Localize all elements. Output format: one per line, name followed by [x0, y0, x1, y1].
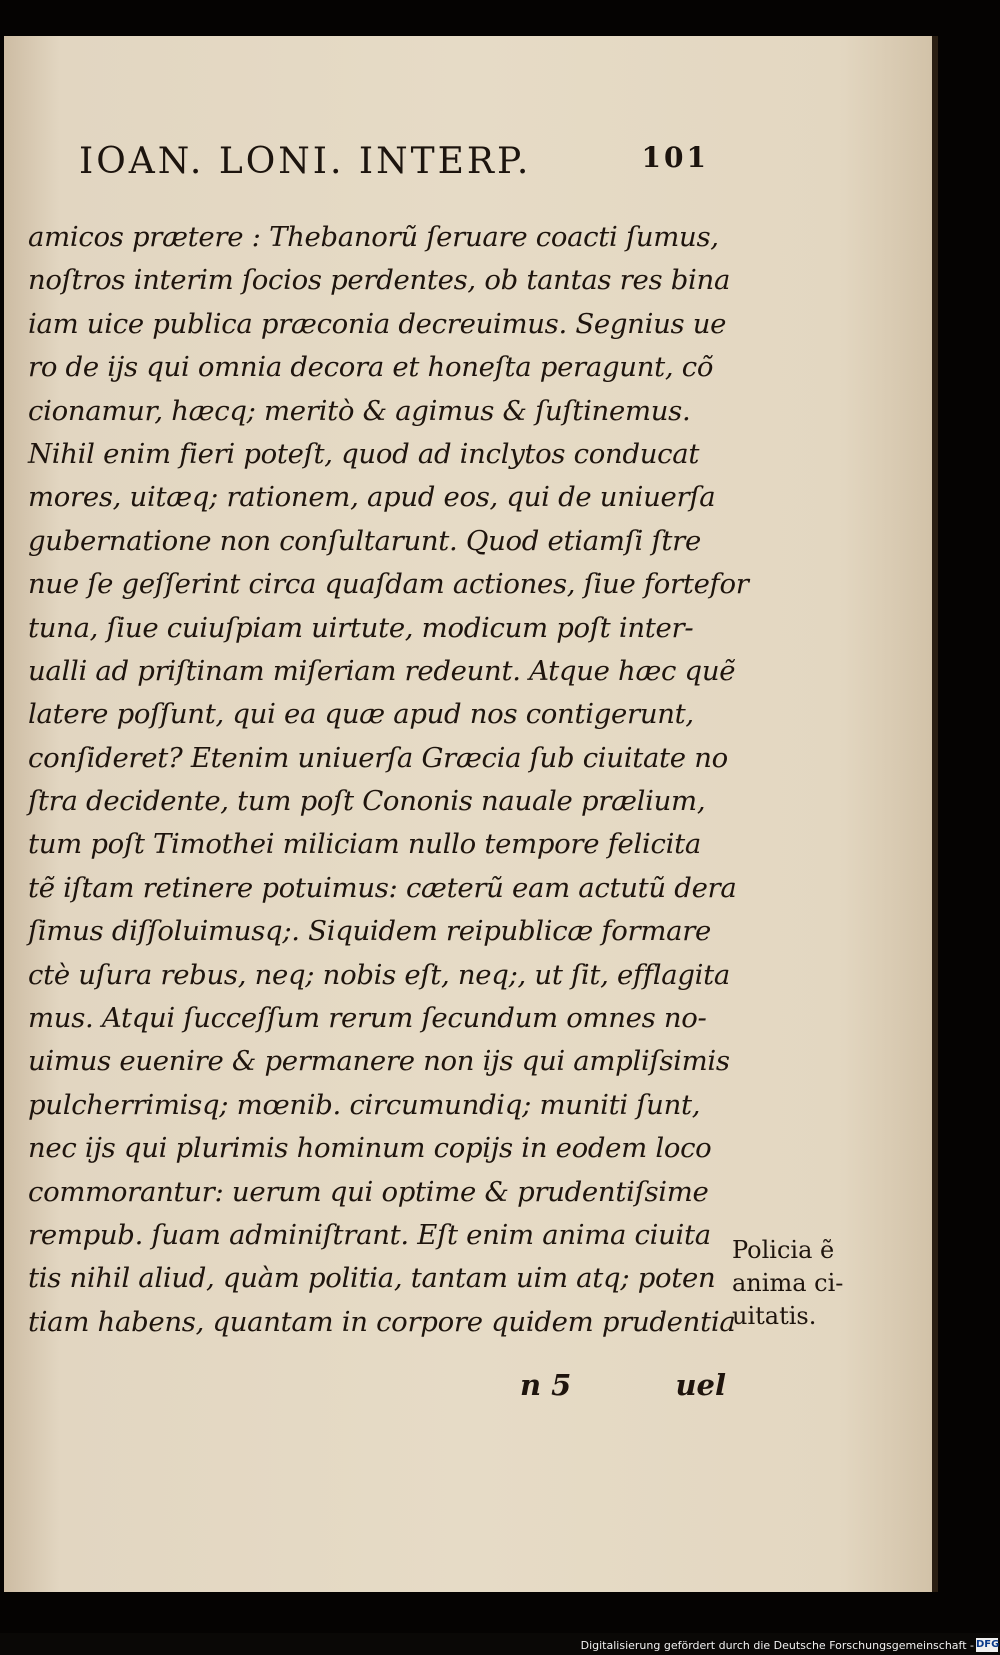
text-line: ualli ad priſtinam miſeriam redeunt. Atque hæc quẽ [28, 654, 736, 687]
signature-mark: n 5 [520, 1368, 572, 1402]
text-line: iam uice publica præconia decreuimus. Segnius ue [28, 307, 727, 340]
text-line: Nihil enim fieri poteſt, quod ad inclytos conducat [28, 437, 700, 470]
catchword-line [516, 1364, 726, 1408]
text-line: tuna, ſiue cuiuſpiam uirtute, modicum poſt inter- [28, 611, 694, 644]
marginal-note-line: anima ci- [732, 1269, 844, 1297]
text-line: ctè uſura rebus, neq; nobis eſt, neq;, ut ſit, efflagita [28, 958, 731, 991]
text-line: uimus euenire & permanere non ijs qui ampliſsimis [28, 1045, 730, 1078]
digitization-credit: Digitalisierung gefördert durch die Deutsche Forschungsgemeinschaft - [580, 1639, 974, 1652]
text-line: conſideret? Etenim uniuerſa Græcia ſub ciuitate no [28, 741, 728, 774]
page-number: 101 [641, 141, 709, 174]
text-line: nec ijs qui plurimis hominum copijs in eodem loco [28, 1132, 712, 1165]
text-line: tis nihil aliud, quàm politia, tantam uim atq; poten [28, 1262, 716, 1295]
marginal-note-line: uitatis. [732, 1302, 817, 1330]
text-line: mores, uitæq; rationem, apud eos, qui de uniuerſa [28, 481, 716, 514]
text-line: commorantur: uerum qui optime & prudentiſsime [28, 1175, 709, 1208]
text-line: amicos prætere : Thebanorũ ſeruare coacti ſumus, [28, 221, 719, 253]
running-head [79, 129, 709, 199]
text-line: gubernatione non conſultarunt. Quod etiamſi ſtre [28, 524, 701, 557]
footer-strip [0, 1633, 1000, 1655]
text-line: tiam habens, quantam in corpore quidem prudentia [28, 1305, 736, 1338]
text-line: mus. Atqui ſucceſſum rerum ſecundum omnes no- [28, 1002, 707, 1035]
text-line: ſtra decidente, tum poſt Cononis nauale prælium, [28, 785, 706, 818]
text-line: ſimus diſſoluimusq;. Siquidem reipublicæ formare [28, 915, 712, 948]
marginal-note-line: Policia ẽ [732, 1236, 835, 1264]
text-line: ro de ijs qui omnia decora et honeſta peragunt, cõ [28, 351, 714, 384]
marginal-note [732, 1234, 882, 1333]
running-head-title: IOAN. LONI. INTERP. [79, 141, 532, 182]
text-line: pulcherrimisq; mœnib. circumundiq; muniti ſunt, [28, 1088, 701, 1121]
catchword: uel [675, 1368, 726, 1402]
book-page [4, 36, 938, 1592]
body-text [28, 216, 749, 1344]
text-line: tẽ iſtam retinere potuimus: cæterũ eam actutũ dera [28, 871, 737, 904]
text-line: latere poſſunt, qui ea quæ apud nos contigerunt, [28, 698, 694, 731]
text-line: nue ſe geſſerint circa quaſdam actiones, ſiue fortefor [28, 568, 749, 601]
text-line: rempub. ſuam adminiſtrant. Eſt enim anima ciuita [28, 1218, 711, 1251]
text-line: noſtros interim ſocios perdentes, ob tantas res bina [28, 264, 731, 297]
text-line: cionamur, hæcq; meritò & agimus & ſuſtinemus. [28, 394, 691, 427]
dfg-logo: DFG [976, 1639, 1000, 1650]
text-line: tum poſt Timothei miliciam nullo tempore felicita [28, 828, 701, 861]
